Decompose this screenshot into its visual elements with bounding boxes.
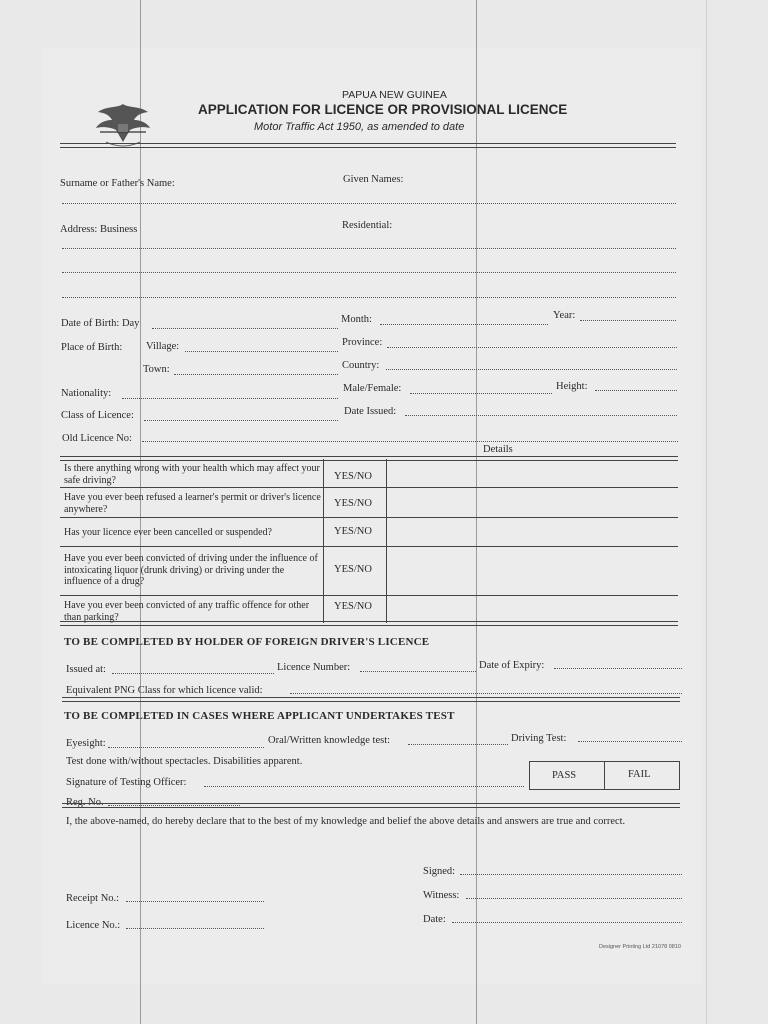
date-label: Date:: [423, 914, 446, 925]
refused-question: Have you ever been refused a learner's permit or driver's licence anywhere?: [64, 492, 321, 515]
yes-no-answer[interactable]: YES/NO: [334, 498, 372, 509]
height-label: Height:: [556, 381, 588, 392]
sex-field[interactable]: [410, 393, 552, 394]
licence-number-label: Licence Number:: [277, 662, 351, 673]
oral-written-test-label: Oral/Written knowledge test:: [268, 735, 391, 746]
traffic-offence-question: Have you ever been convicted of any traffic offence for other than parking?: [64, 600, 310, 623]
signed-field[interactable]: [460, 874, 682, 875]
testing-officer-signature-field[interactable]: [204, 786, 524, 787]
yes-no-answer[interactable]: YES/NO: [334, 564, 372, 575]
health-question: Is there anything wrong with your health which may affect your safe driving?: [64, 463, 320, 486]
issued-at-field[interactable]: [112, 673, 274, 674]
village-label: Village:: [146, 341, 180, 352]
village-field[interactable]: [185, 351, 338, 352]
address-field[interactable]: [62, 272, 676, 273]
dob-day-label: Date of Birth: Day: [61, 318, 140, 329]
fail-option[interactable]: FAIL: [628, 769, 651, 780]
signed-label: Signed:: [423, 866, 456, 877]
address-field[interactable]: [62, 248, 676, 249]
foreign-licence-heading: TO BE COMPLETED BY HOLDER OF FOREIGN DRIVER'S LICENCE: [64, 636, 430, 648]
issued-at-label: Issued at:: [66, 664, 106, 675]
table-top-rule: [60, 456, 678, 461]
nationality-field[interactable]: [122, 398, 338, 399]
yes-no-answer[interactable]: YES/NO: [334, 471, 372, 482]
country-label: Country:: [342, 360, 380, 371]
witness-label: Witness:: [423, 890, 460, 901]
testing-officer-label: Signature of Testing Officer:: [66, 777, 187, 788]
witness-field[interactable]: [466, 898, 682, 899]
printer-imprint: Designer Printing Ltd 21078 0810: [599, 944, 681, 950]
year-label: Year:: [553, 310, 576, 321]
province-label: Province:: [342, 337, 383, 348]
table-divider: [323, 459, 324, 623]
date-issued-field[interactable]: [405, 415, 677, 416]
driving-test-field[interactable]: [578, 741, 682, 742]
date-field[interactable]: [452, 922, 682, 923]
licence-number-field[interactable]: [360, 671, 476, 672]
yes-no-answer[interactable]: YES/NO: [334, 526, 372, 537]
table-row-rule: [60, 595, 678, 596]
header-rule: [60, 143, 676, 148]
year-field[interactable]: [580, 320, 676, 321]
dob-day-field[interactable]: [152, 328, 338, 329]
pass-fail-box: [529, 761, 680, 790]
test-heading: TO BE COMPLETED IN CASES WHERE APPLICANT UNDERTAKES TEST: [64, 710, 455, 722]
country-field[interactable]: [386, 369, 677, 370]
date-of-expiry-field[interactable]: [554, 668, 682, 669]
class-field[interactable]: [144, 420, 338, 421]
table-row-rule: [60, 487, 678, 488]
table-row-rule: [60, 546, 678, 547]
old-licence-label: Old Licence No:: [62, 433, 132, 444]
equivalent-class-label: Equivalent PNG Class for which licence valid:: [66, 685, 263, 696]
address-business-label: Address: Business: [60, 224, 138, 235]
country-name: PAPUA NEW GUINEA: [342, 89, 447, 101]
section-rule: [62, 697, 680, 702]
yes-no-answer[interactable]: YES/NO: [334, 601, 372, 612]
oral-written-test-field[interactable]: [408, 744, 508, 745]
table-divider: [386, 459, 387, 623]
scan-fold-line: [476, 0, 477, 1024]
town-label: Town:: [143, 364, 170, 375]
scan-edge: [706, 0, 707, 1024]
province-field[interactable]: [387, 347, 677, 348]
reg-no-label: Reg. No.: [66, 797, 104, 808]
licence-no-field[interactable]: [126, 928, 264, 929]
address-field[interactable]: [62, 297, 676, 298]
form-title: APPLICATION FOR LICENCE OR PROVISIONAL LICENCE: [198, 102, 568, 117]
details-header: Details: [483, 444, 513, 455]
name-field[interactable]: [62, 203, 676, 204]
equivalent-class-field[interactable]: [290, 693, 682, 694]
date-of-expiry-label: Date of Expiry:: [479, 660, 545, 671]
date-issued-label: Date Issued:: [344, 406, 397, 417]
pass-fail-divider: [604, 762, 605, 789]
height-field[interactable]: [595, 390, 677, 391]
receipt-no-label: Receipt No.:: [66, 893, 120, 904]
driving-test-label: Driving Test:: [511, 733, 567, 744]
nationality-label: Nationality:: [61, 388, 112, 399]
licence-no-label: Licence No.:: [66, 920, 121, 931]
cancelled-question: Has your licence ever been cancelled or suspended?: [64, 527, 272, 538]
pass-option[interactable]: PASS: [552, 770, 577, 781]
spectacles-text: Test done with/without spectacles. Disabilities apparent.: [66, 756, 303, 767]
residential-label: Residential:: [342, 220, 393, 231]
old-licence-field[interactable]: [142, 441, 678, 442]
given-names-label: Given Names:: [343, 174, 404, 185]
month-label: Month:: [341, 314, 372, 325]
class-of-licence-label: Class of Licence:: [61, 410, 134, 421]
declaration-text: I, the above-named, do hereby declare that to the best of my knowledge and belief the above details and answers are true and correct.: [66, 816, 626, 827]
town-field[interactable]: [174, 374, 338, 375]
table-bottom-rule: [60, 621, 678, 626]
month-field[interactable]: [380, 324, 548, 325]
place-of-birth-label: Place of Birth:: [61, 342, 123, 353]
eyesight-field[interactable]: [108, 747, 264, 748]
eyesight-label: Eyesight:: [66, 738, 106, 749]
table-row-rule: [60, 517, 678, 518]
surname-label: Surname or Father's Name:: [60, 178, 175, 189]
form-subtitle: Motor Traffic Act 1950, as amended to date: [254, 121, 465, 133]
sex-label: Male/Female:: [343, 383, 402, 394]
section-rule: [62, 803, 680, 808]
convicted-drug-question: Have you ever been convicted of driving under the influence of intoxicating liquor (drunk driving) or driving under the influence of a drug?: [64, 553, 318, 587]
receipt-no-field[interactable]: [126, 901, 264, 902]
